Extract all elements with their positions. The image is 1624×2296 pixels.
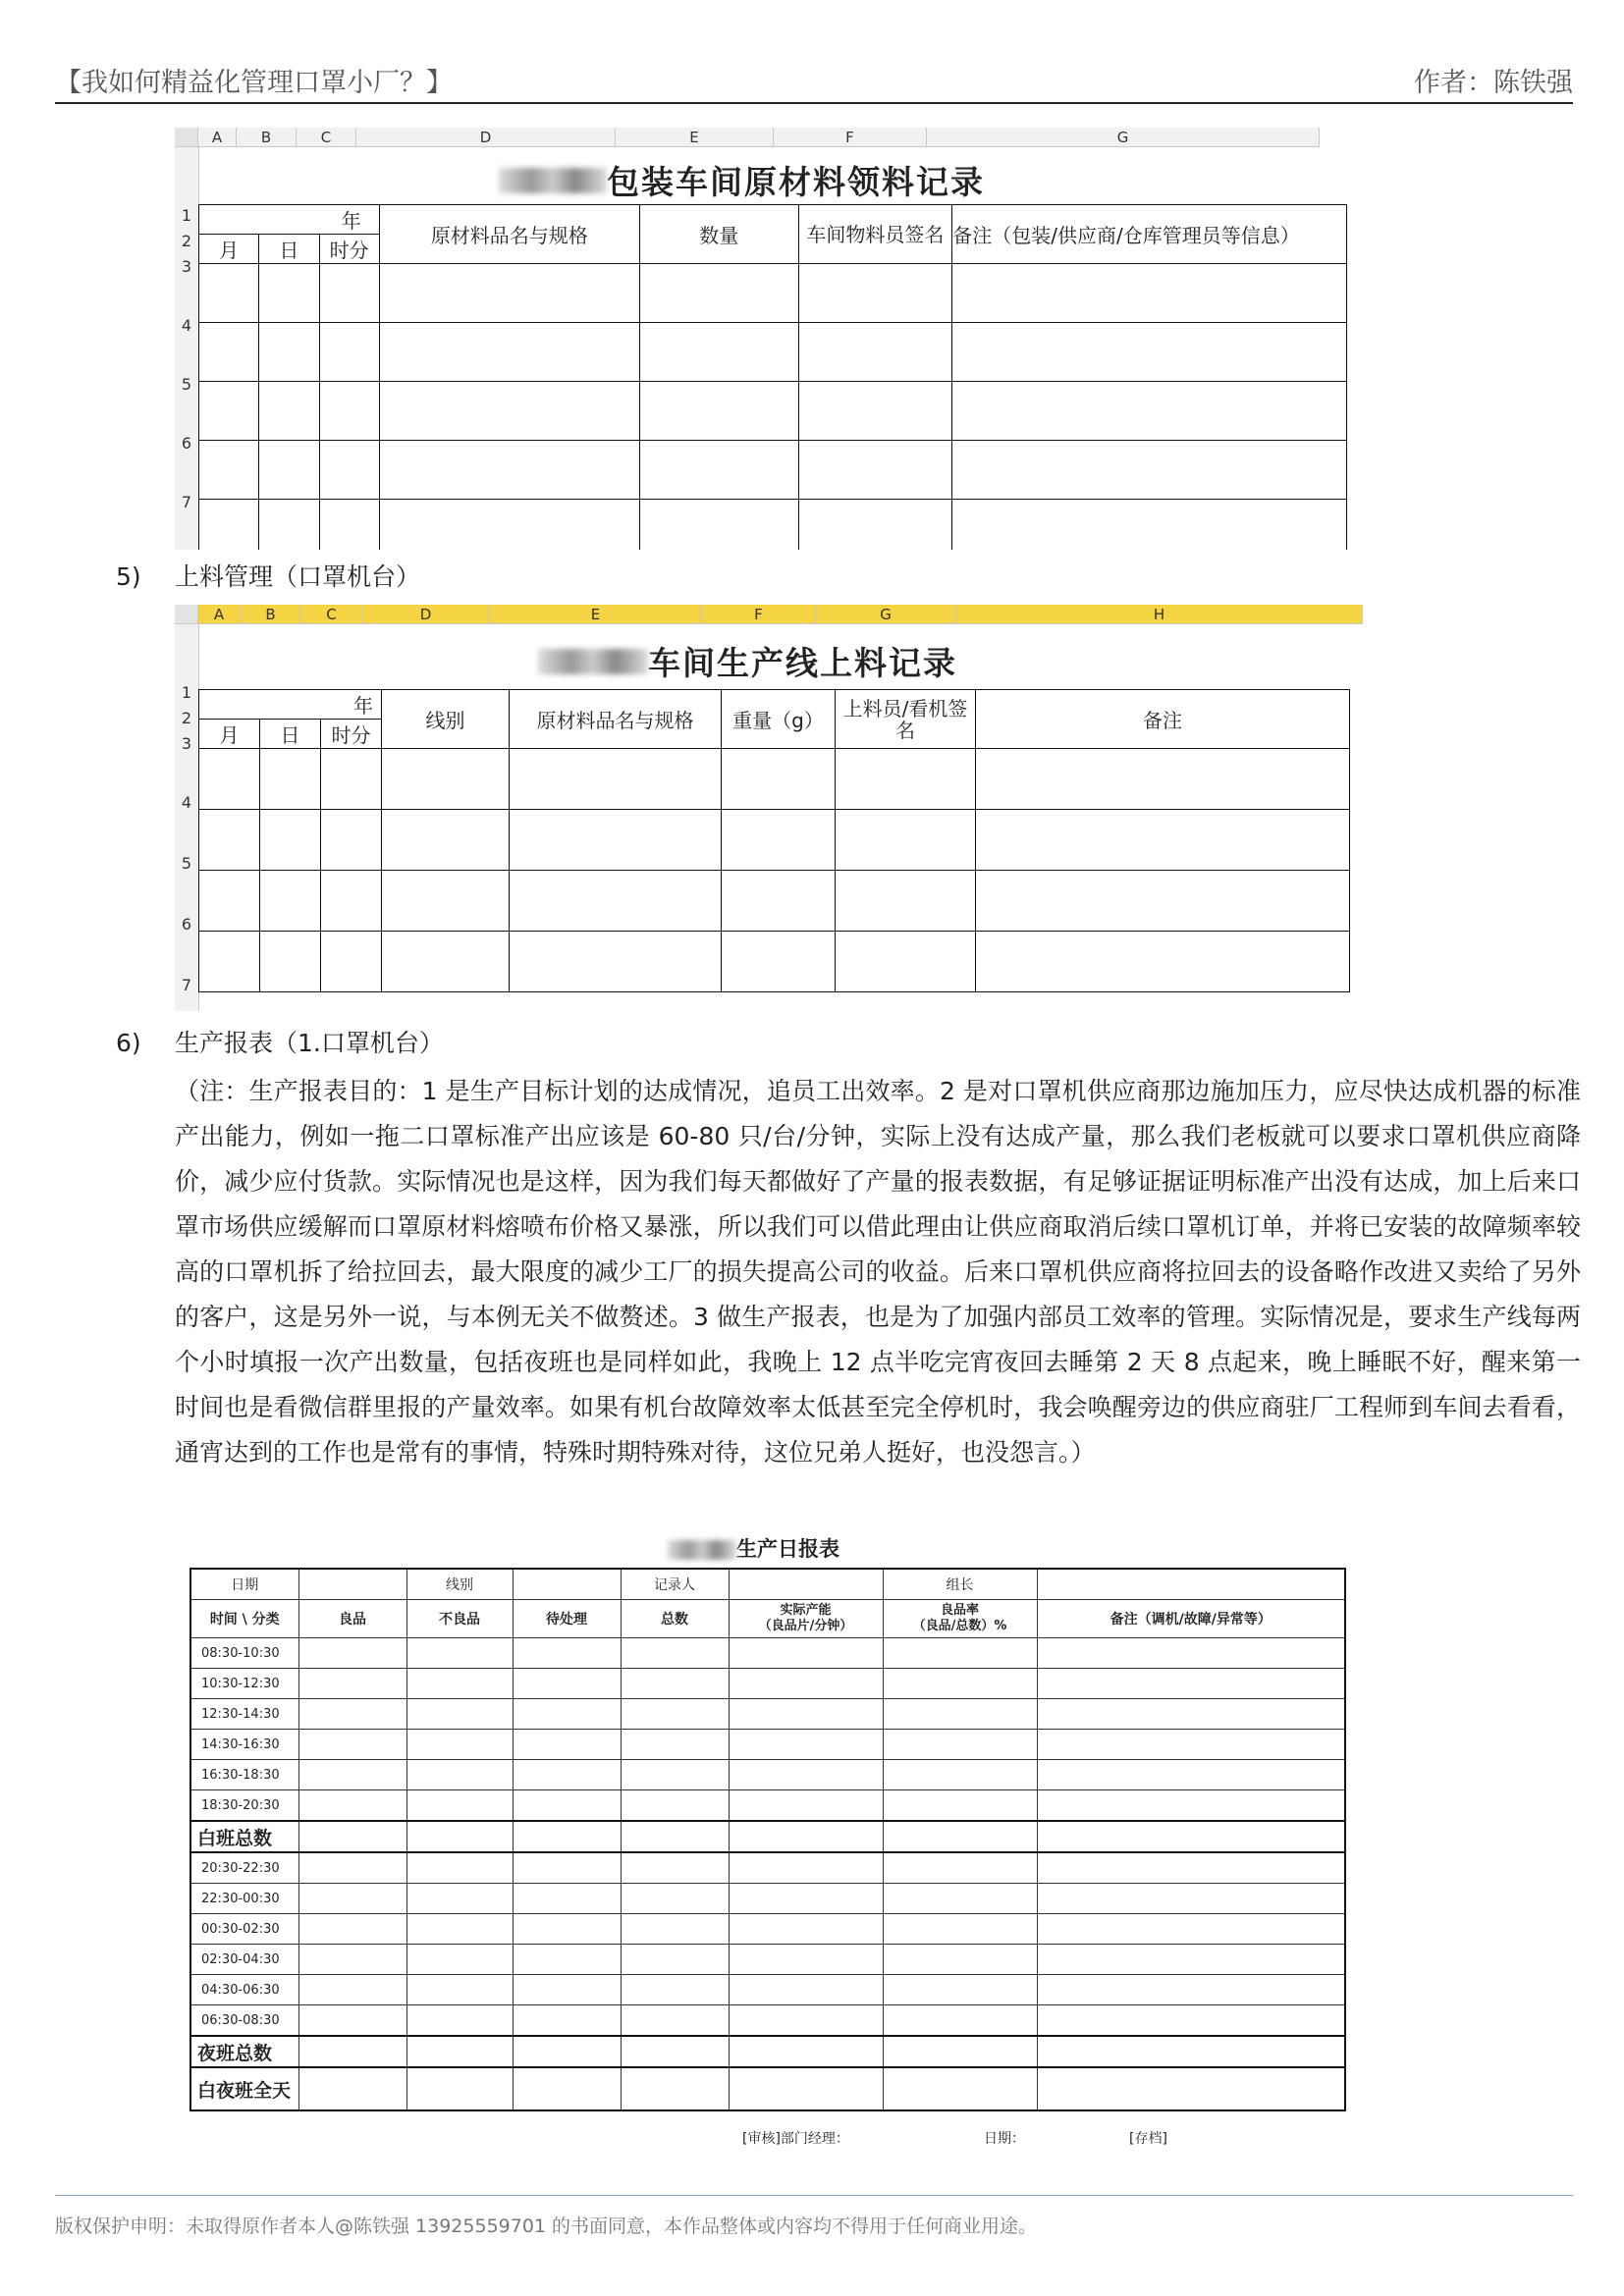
th-material: 原材料品名与规格 — [379, 205, 639, 264]
col-f: F — [702, 605, 816, 624]
section-label: 生产报表（1.口罩机台） — [175, 1029, 444, 1057]
time-slot: 00:30-02:30 — [190, 1914, 298, 1945]
row-header-bar — [175, 147, 199, 550]
th-defective: 不良品 — [406, 1600, 513, 1638]
header-divider — [55, 102, 1573, 104]
row-2: 2 — [181, 709, 192, 727]
sheet-corner — [175, 128, 198, 147]
row-7: 7 — [181, 976, 192, 994]
row-4: 4 — [181, 793, 192, 812]
sheet-line-feeding — [175, 605, 1363, 1011]
redacted-logo — [499, 168, 607, 193]
row-6: 6 — [181, 915, 192, 934]
row-2: 2 — [181, 232, 192, 250]
explanation-paragraph: （注：生产报表目的：1 是生产目标计划的达成情况，追员工出效率。2 是对口罩机供应商那边施加压力，应尽快达成机器的标准产出能力，例如一拖二口罩标准产出应该是 60-80 只/台/分钟，实际上没有达成产量，那么我们老板就可以要求口罩机供应商降价，减少应付货款。实际情况也是这样，因为我们每天都做好了产量的报表数据，有足够证据证明标准产出没有达成，加上后来口罩市场供应缓解而口罩原材料熔喷布价格又暴涨，所以我们可以借此理由让供应商取消后续口罩机订单，并将已安装的故障频率较高的口罩机拆了给拉回去，最大限度的减少工厂的损失提高公司的收益。后来口罩机供应商将拉回去的设备略作改进又卖给了另外的客户，这是另外一说，与本例无关不做赘述。3 做生产报表，也是为了加强内部员工效率的管理。实际情况是，要求生产线每两个小时填报一次产出数量，包括夜班也是同样如此，我晚上 12 点半吃完宵夜回去睡第 2 天 8 点起来，晚上睡眠不好，醒来第一时间也是看微信群里报的产量效率。如果有机台故障效率太低甚至完全停机时，我会唤醒旁边的供应商驻厂工程师到车间去看看，通宵达到的工作也是常有的事情，特殊时期特殊对待，这位兄弟人挺好，也没怨言。） — [175, 1077, 1581, 1467]
col-h: H — [956, 605, 1363, 624]
section-6-heading — [116, 1024, 444, 1059]
col-a: A — [198, 128, 237, 147]
month-label: 月 — [199, 720, 260, 749]
th-clerk-sign: 车间物料员签名 — [798, 205, 952, 264]
th-remarks: 备注（包装/供应商/仓库管理员等信息） — [952, 205, 1347, 264]
th-time-category: 时间 \ 分类 — [190, 1600, 298, 1638]
report-title-text: 生产日报表 — [736, 1537, 839, 1561]
day-label: 日 — [259, 235, 319, 264]
col-c: C — [297, 128, 356, 147]
th-quantity: 数量 — [639, 205, 798, 264]
row-7: 7 — [181, 493, 192, 511]
time-slot: 06:30-08:30 — [190, 2005, 298, 2037]
day-label: 日 — [260, 720, 321, 749]
th-feeder-sign: 上料员/看机签名 — [836, 690, 976, 749]
daily-production-report — [189, 1568, 1346, 2111]
row-1: 1 — [181, 206, 192, 225]
leader-label: 组长 — [883, 1569, 1037, 1600]
time-slot: 16:30-18:30 — [190, 1760, 298, 1790]
col-f: F — [774, 128, 927, 147]
col-d: D — [362, 605, 490, 624]
sheet-title-text: 车间生产线上料记录 — [648, 644, 957, 682]
section-label: 上料管理（口罩机台） — [175, 562, 421, 591]
th-total: 总数 — [621, 1600, 729, 1638]
line-label: 线别 — [406, 1569, 513, 1600]
col-a: A — [198, 605, 241, 624]
requisition-table — [198, 204, 1347, 550]
th-pending: 待处理 — [513, 1600, 621, 1638]
recorder-label: 记录人 — [621, 1569, 729, 1600]
col-b: B — [241, 605, 301, 624]
time-slot: 10:30-12:30 — [190, 1669, 298, 1699]
row-5: 5 — [181, 375, 192, 394]
th-material: 原材料品名与规格 — [510, 690, 722, 749]
footer-divider — [55, 2195, 1573, 2196]
col-g: G — [927, 128, 1320, 147]
time-label: 时分 — [319, 235, 379, 264]
row-3: 3 — [181, 734, 192, 753]
th-actual-capacity: 实际产能 （良品片/分钟） — [729, 1600, 883, 1638]
column-header-bar — [198, 128, 1320, 147]
section-number: 5) — [116, 562, 141, 591]
review-date-label: 日期： — [984, 2131, 1025, 2147]
row-3: 3 — [181, 257, 192, 276]
col-e: E — [616, 128, 774, 147]
time-label: 时分 — [321, 720, 382, 749]
row-6: 6 — [181, 434, 192, 453]
section-number: 6) — [116, 1029, 141, 1057]
full-day-total: 白夜班全天 — [190, 2067, 298, 2110]
time-slot: 14:30-16:30 — [190, 1730, 298, 1760]
year-label: 年 — [199, 690, 382, 720]
col-g: G — [816, 605, 956, 624]
date-label: 日期 — [190, 1569, 298, 1600]
time-slot: 08:30-10:30 — [190, 1638, 298, 1669]
time-slot: 20:30-22:30 — [190, 1852, 298, 1884]
th-yield-rate: 良品率 （良品/总数）% — [883, 1600, 1037, 1638]
copyright-notice: 版权保护申明：未取得原作者本人@陈铁强 13925559701 的书面同意，本作品整体或内容均不得用于任何商业用途。 — [55, 2216, 1038, 2237]
sheet-title-text: 包装车间原材料领料记录 — [607, 163, 985, 201]
section-5-heading — [116, 558, 420, 593]
feeding-table — [198, 689, 1350, 992]
sheet-title — [538, 638, 957, 684]
redacted-logo — [668, 1540, 736, 1560]
time-slot: 18:30-20:30 — [190, 1790, 298, 1822]
sheet-title — [499, 157, 985, 203]
review-manager-label: [审核]部门经理： — [742, 2131, 849, 2147]
col-e: E — [490, 605, 702, 624]
col-d: D — [356, 128, 616, 147]
sheet-material-requisition — [175, 128, 1361, 550]
day-shift-total: 白班总数 — [190, 1821, 298, 1852]
col-b: B — [237, 128, 297, 147]
archive-label: [存档] — [1129, 2131, 1167, 2147]
document-header-title: 【我如何精益化管理口罩小厂？】 — [55, 68, 453, 98]
month-label: 月 — [199, 235, 259, 264]
row-1: 1 — [181, 683, 192, 702]
time-slot: 04:30-06:30 — [190, 1975, 298, 2005]
sheet-corner — [175, 605, 198, 624]
col-c: C — [301, 605, 362, 624]
th-remarks: 备注（调机/故障/异常等） — [1037, 1600, 1345, 1638]
time-slot: 12:30-14:30 — [190, 1699, 298, 1730]
night-shift-total: 夜班总数 — [190, 2036, 298, 2067]
report-title — [668, 1533, 839, 1563]
time-slot: 22:30-00:30 — [190, 1884, 298, 1914]
time-slot: 02:30-04:30 — [190, 1945, 298, 1975]
document-author: 作者：陈铁强 — [1414, 68, 1573, 98]
year-label: 年 — [199, 205, 380, 235]
row-4: 4 — [181, 316, 192, 335]
row-header-bar — [175, 624, 199, 1011]
redacted-logo — [538, 649, 648, 674]
th-weight: 重量（g） — [722, 690, 836, 749]
th-good: 良品 — [298, 1600, 406, 1638]
row-5: 5 — [181, 854, 192, 873]
th-remarks: 备注 — [976, 690, 1350, 749]
column-header-bar — [198, 605, 1363, 624]
th-line: 线别 — [382, 690, 510, 749]
